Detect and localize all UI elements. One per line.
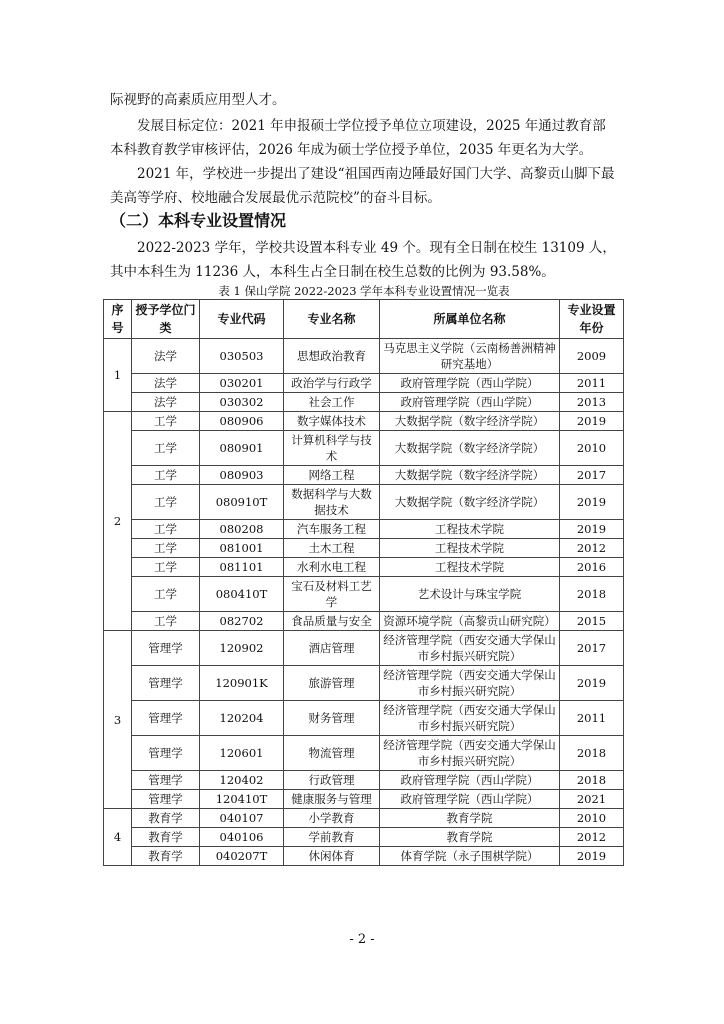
- cell-degree: 工学: [132, 539, 200, 558]
- cell-group-index: 4: [104, 809, 132, 866]
- cell-group-index: 1: [104, 339, 132, 412]
- cell-unit: 经济管理学院（西安交通大学保山市乡村振兴研究院）: [380, 666, 560, 701]
- table-row: [104, 809, 624, 828]
- cell-year: 2011: [560, 374, 624, 393]
- paragraph-school-vision: 2021 年，学校进一步提出了建设“祖国西南边陲最好国门大学、高黎贡山脚下最美高等学府、校地融合发展最优示范院校”的奋斗目标。: [110, 166, 615, 206]
- cell-degree: 管理学: [132, 631, 200, 666]
- table-row: [104, 828, 624, 847]
- cell-degree: 工学: [132, 520, 200, 539]
- cell-major-name: 计算机科学与技术: [284, 431, 380, 466]
- cell-code: 040106: [200, 828, 284, 847]
- cell-major-name: 数字媒体技术: [284, 412, 380, 431]
- cell-code: 030201: [200, 374, 284, 393]
- cell-degree: 管理学: [132, 701, 200, 736]
- cell-code: 040207T: [200, 847, 284, 866]
- cell-code: 082702: [200, 612, 284, 631]
- cell-unit: 经济管理学院（西安交通大学保山市乡村振兴研究院）: [380, 701, 560, 736]
- cell-code: 080903: [200, 466, 284, 485]
- cell-year: 2012: [560, 539, 624, 558]
- section-heading: （二）本科专业设置情况: [110, 211, 287, 230]
- cell-code: 040107: [200, 809, 284, 828]
- cell-major-name: 行政管理: [284, 771, 380, 790]
- table-row: [104, 558, 624, 577]
- cell-code: 030503: [200, 339, 284, 374]
- cell-year: 2019: [560, 412, 624, 431]
- cell-unit: 大数据学院（数字经济学院）: [380, 412, 560, 431]
- table-row: [104, 736, 624, 771]
- cell-code: 120410T: [200, 790, 284, 809]
- table-row: [104, 412, 624, 431]
- table-row: [104, 374, 624, 393]
- cell-code: 080906: [200, 412, 284, 431]
- cell-degree: 工学: [132, 485, 200, 520]
- cell-code: 081101: [200, 558, 284, 577]
- cell-degree: 工学: [132, 412, 200, 431]
- table-row: [104, 790, 624, 809]
- table-row: [104, 466, 624, 485]
- cell-major-name: 社会工作: [284, 393, 380, 412]
- cell-major-name: 思想政治教育: [284, 339, 380, 374]
- cell-year: 2009: [560, 339, 624, 374]
- cell-year: 2013: [560, 393, 624, 412]
- page-number: - 2 -: [349, 932, 375, 947]
- cell-degree: 教育学: [132, 847, 200, 866]
- cell-major-name: 学前教育: [284, 828, 380, 847]
- cell-unit: 艺术设计与珠宝学院: [380, 577, 560, 612]
- cell-degree: 工学: [132, 466, 200, 485]
- cell-major-name: 水利水电工程: [284, 558, 380, 577]
- table-row: [104, 666, 624, 701]
- cell-year: 2019: [560, 520, 624, 539]
- cell-year: 2017: [560, 631, 624, 666]
- cell-degree: 管理学: [132, 790, 200, 809]
- table-row: [104, 631, 624, 666]
- cell-degree: 法学: [132, 374, 200, 393]
- table-row: [104, 431, 624, 466]
- cell-major-name: 数据科学与大数据技术: [284, 485, 380, 520]
- cell-degree: 教育学: [132, 809, 200, 828]
- cell-unit: 经济管理学院（西安交通大学保山市乡村振兴研究院）: [380, 736, 560, 771]
- cell-code: 120601: [200, 736, 284, 771]
- header-major-name: 专业名称: [284, 300, 380, 339]
- cell-degree: 工学: [132, 612, 200, 631]
- cell-major-name: 休闲体育: [284, 847, 380, 866]
- cell-year: 2016: [560, 558, 624, 577]
- cell-unit: 大数据学院（数字经济学院）: [380, 466, 560, 485]
- header-year: 专业设置年份: [560, 300, 624, 339]
- cell-degree: 管理学: [132, 736, 200, 771]
- table-row: [104, 520, 624, 539]
- cell-code: 120204: [200, 701, 284, 736]
- cell-code: 080410T: [200, 577, 284, 612]
- cell-major-name: 酒店管理: [284, 631, 380, 666]
- cell-unit: 资源环境学院（高黎贡山研究院）: [380, 612, 560, 631]
- cell-unit: 马克思主义学院（云南杨善洲精神研究基地）: [380, 339, 560, 374]
- cell-degree: 工学: [132, 558, 200, 577]
- table-row: [104, 577, 624, 612]
- header-degree: 授予学位门类: [132, 300, 200, 339]
- cell-code: 081001: [200, 539, 284, 558]
- table-row: [104, 701, 624, 736]
- cell-code: 080910T: [200, 485, 284, 520]
- cell-degree: 管理学: [132, 771, 200, 790]
- cell-major-name: 汽车服务工程: [284, 520, 380, 539]
- cell-unit: 体育学院（永子围棋学院）: [380, 847, 560, 866]
- cell-unit: 工程技术学院: [380, 520, 560, 539]
- cell-year: 2019: [560, 485, 624, 520]
- cell-unit: 政府管理学院（西山学院）: [380, 771, 560, 790]
- cell-major-name: 小学教育: [284, 809, 380, 828]
- cell-code: 080901: [200, 431, 284, 466]
- table-row: [104, 847, 624, 866]
- cell-major-name: 物流管理: [284, 736, 380, 771]
- cell-code: 030302: [200, 393, 284, 412]
- cell-year: 2010: [560, 431, 624, 466]
- cell-unit: 经济管理学院（西安交通大学保山市乡村振兴研究院）: [380, 631, 560, 666]
- cell-group-index: 2: [104, 412, 132, 631]
- table-row: [104, 539, 624, 558]
- cell-degree: 法学: [132, 339, 200, 374]
- cell-code: 120902: [200, 631, 284, 666]
- cell-year: 2010: [560, 809, 624, 828]
- cell-year: 2019: [560, 666, 624, 701]
- cell-year: 2018: [560, 577, 624, 612]
- cell-major-name: 食品质量与安全: [284, 612, 380, 631]
- cell-unit: 工程技术学院: [380, 539, 560, 558]
- table-header-row: [104, 300, 624, 339]
- paragraph-continuation: 际视野的高素质应用型人才。: [110, 92, 286, 108]
- cell-unit: 政府管理学院（西山学院）: [380, 393, 560, 412]
- cell-year: 2018: [560, 736, 624, 771]
- cell-major-name: 旅游管理: [284, 666, 380, 701]
- cell-degree: 法学: [132, 393, 200, 412]
- cell-year: 2012: [560, 828, 624, 847]
- table-row: [104, 612, 624, 631]
- cell-degree: 工学: [132, 431, 200, 466]
- cell-year: 2021: [560, 790, 624, 809]
- table-caption: 表 1 保山学院 2022-2023 学年本科专业设置情况一览表: [218, 284, 510, 298]
- cell-major-name: 宝石及材料工艺学: [284, 577, 380, 612]
- paragraph-development-goal: 发展目标定位：2021 年申报硕士学位授予单位立项建设，2025 年通过教育部本科教育教学审核评估，2026 年成为硕士学位授予单位，2035 年更名为大学。: [110, 118, 606, 158]
- cell-unit: 大数据学院（数字经济学院）: [380, 485, 560, 520]
- cell-degree: 工学: [132, 577, 200, 612]
- cell-code: 120402: [200, 771, 284, 790]
- majors-table: [103, 299, 624, 866]
- table-row: [104, 771, 624, 790]
- cell-code: 120901K: [200, 666, 284, 701]
- cell-unit: 大数据学院（数字经济学院）: [380, 431, 560, 466]
- cell-unit: 政府管理学院（西山学院）: [380, 790, 560, 809]
- cell-degree: 教育学: [132, 828, 200, 847]
- cell-year: 2011: [560, 701, 624, 736]
- cell-major-name: 网络工程: [284, 466, 380, 485]
- cell-major-name: 土木工程: [284, 539, 380, 558]
- cell-major-name: 政治学与行政学: [284, 374, 380, 393]
- cell-code: 080208: [200, 520, 284, 539]
- paragraph-enrollment: 2022-2023 学年，学校共设置本科专业 49 个。现有全日制在校生 13109 人，其中本科生为 11236 人，本科生占全日制在校生总数的比例为 93.58%。: [110, 240, 616, 280]
- table-row: [104, 393, 624, 412]
- cell-unit: 教育学院: [380, 828, 560, 847]
- cell-unit: 政府管理学院（西山学院）: [380, 374, 560, 393]
- header-index: 序号: [104, 300, 132, 339]
- table-row: [104, 339, 624, 374]
- cell-major-name: 财务管理: [284, 701, 380, 736]
- cell-unit: 工程技术学院: [380, 558, 560, 577]
- header-unit: 所属单位名称: [380, 300, 560, 339]
- header-code: 专业代码: [200, 300, 284, 339]
- cell-year: 2017: [560, 466, 624, 485]
- cell-group-index: 3: [104, 631, 132, 809]
- cell-unit: 教育学院: [380, 809, 560, 828]
- cell-year: 2018: [560, 771, 624, 790]
- cell-year: 2019: [560, 847, 624, 866]
- cell-degree: 管理学: [132, 666, 200, 701]
- cell-major-name: 健康服务与管理: [284, 790, 380, 809]
- table-row: [104, 485, 624, 520]
- cell-year: 2015: [560, 612, 624, 631]
